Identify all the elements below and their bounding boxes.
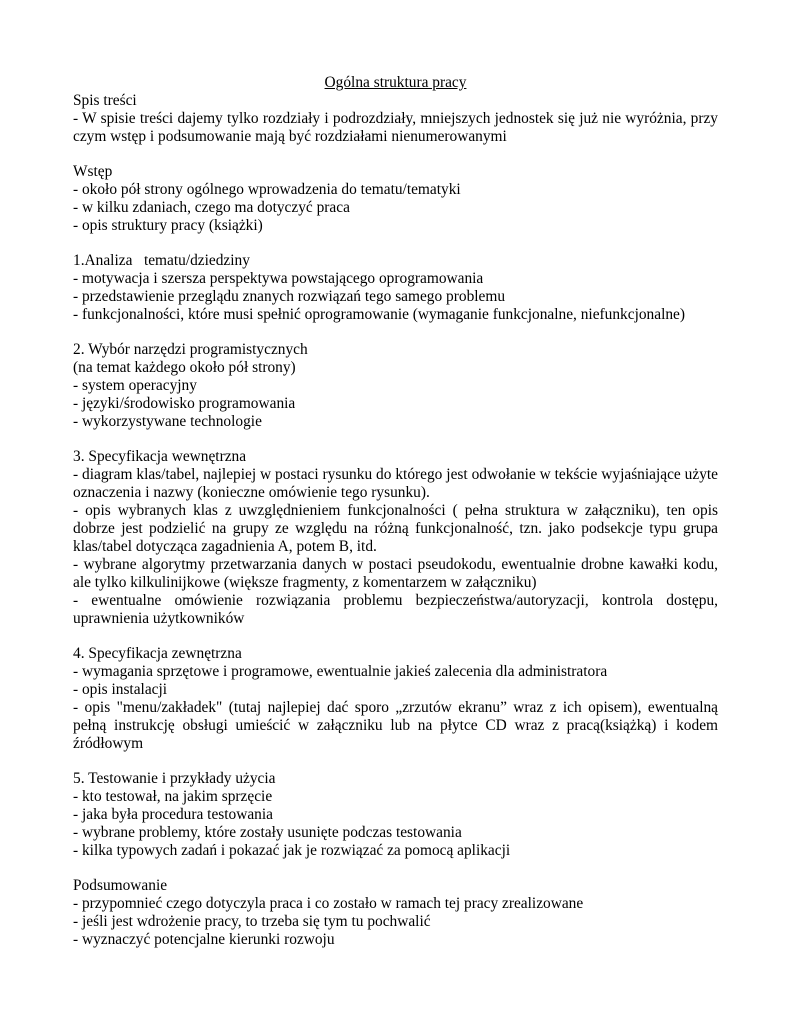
list-item: - wykorzystywane technologie [73, 413, 262, 430]
section-heading: 2. Wybór narzędzi programistycznych [73, 341, 308, 358]
list-item: - wymagania sprzętowe i programowe, ewentualnie jakieś zalecenia dla administratora [73, 663, 608, 680]
list-item: - motywacja i szersza perspektywa powstającego oprogramowania [73, 270, 484, 287]
document-title: Ogólna struktura pracy [324, 74, 467, 91]
list-item: - opis struktury pracy (książki) [73, 217, 263, 234]
section-testing [73, 770, 718, 860]
section-analysis [73, 252, 718, 324]
list-item: - kto testował, na jakim sprzęcie [73, 788, 273, 805]
list-item: - funkcjonalności, które musi spełnić oprogramowanie (wymaganie funkcjonalne, niefunkcjonalne) [73, 306, 686, 323]
section-heading: 5. Testowanie i przykłady użycia [73, 770, 276, 787]
list-item: - języki/środowisko programowania [73, 395, 296, 412]
list-item: - wyznaczyć potencjalne kierunki rozwoju [73, 931, 335, 948]
section-tools [73, 341, 718, 431]
section-intro [73, 163, 718, 235]
section-heading: 1.Analiza tematu/dziedziny [73, 252, 250, 269]
list-item: - w kilku zdaniach, czego ma dotyczyć praca [73, 199, 350, 216]
list-item: - około pół strony ogólnego wprowadzenia do tematu/tematyki [73, 181, 461, 198]
list-item: - przypomnieć czego dotyczyla praca i co zostało w ramach tej pracy zrealizowane [73, 895, 584, 912]
list-item: - jaka była procedura testowania [73, 806, 273, 823]
list-item: - jeśli jest wdrożenie pracy, to trzeba się tym tu pochwalić [73, 913, 431, 930]
section-heading: Spis treści [73, 92, 137, 109]
list-item: - system operacyjny [73, 377, 197, 394]
list-item: - kilka typowych zadań i pokazać jak je rozwiązać za pomocą aplikacji [73, 842, 511, 859]
section-external-spec [73, 645, 718, 753]
section-summary [73, 877, 718, 949]
list-item: - wybrane algorytmy przetwarzania danych w postaci pseudokodu, ewentualnie drobne kawałki kodu, ale tylko kilkulinijkowe (większe fragmenty, z komentarzem w załączniku) [73, 556, 718, 591]
list-item: - diagram klas/tabel, najlepiej w postaci rysunku do którego jest odwołanie w tekście wyjaśniające użyte oznaczenia i nazwy (konieczne omówienie tego rysunku). [73, 466, 718, 501]
list-item: - W spisie treści dajemy tylko rozdziały i podrozdziały, mniejszych jednostek się już nie wyróżnia, przy czym wstęp i podsumowanie mają być rozdziałami nienumerowanymi [73, 110, 718, 145]
list-item: - przedstawienie przeglądu znanych rozwiązań tego samego problemu [73, 288, 506, 305]
list-item: - wybrane problemy, które zostały usunięte podczas testowania [73, 824, 462, 841]
section-heading: 4. Specyfikacja zewnętrzna [73, 645, 242, 662]
list-item: - opis instalacji [73, 681, 168, 698]
section-heading: Podsumowanie [73, 877, 168, 894]
document-page [73, 74, 718, 949]
section-subheading: (na temat każdego około pół strony) [73, 359, 296, 376]
list-item: - ewentualne omówienie rozwiązania problemu bezpieczeństwa/autoryzacji, kontrola dostępu, uprawnienia użytkowników [73, 592, 718, 627]
list-item: - opis wybranych klas z uwzględnieniem funkcjonalności ( pełna struktura w załączniku), ten opis dobrze jest podzielić na grupy ze względu na różną funkcjonalność, tzn. jako podsekcje typu grupa klas/tabel dotycząca zagadnienia A, potem B, itd. [73, 502, 718, 555]
section-heading: 3. Specyfikacja wewnętrzna [73, 448, 247, 465]
list-item: - opis "menu/zakładek" (tutaj najlepiej dać sporo „zrzutów ekranu” wraz z ich opisem), ewentualną pełną instrukcję obsługi umieścić w załączniku lub na płytce CD wraz z pracą(książką) i kodem źródłowym [73, 699, 718, 752]
section-heading: Wstęp [73, 163, 113, 180]
section-toc [73, 92, 718, 146]
section-internal-spec [73, 448, 718, 628]
